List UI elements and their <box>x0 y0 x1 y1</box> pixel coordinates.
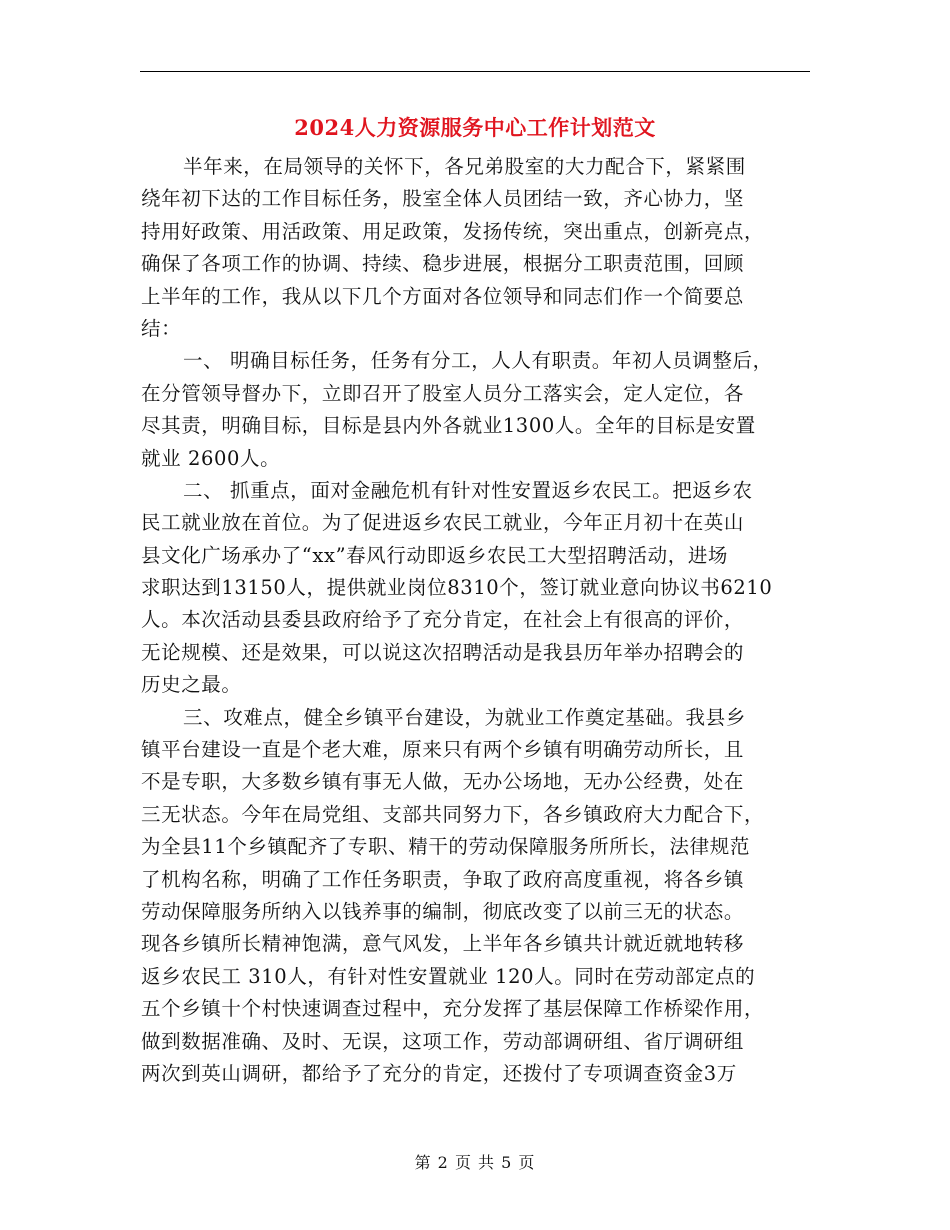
body-text-line: 民工就业放在首位。为了促进返乡农民工就业，今年正月初十在英山 <box>141 511 745 535</box>
body-text-line: 无论规模、还是效果，可以说这次招聘活动是我县历年举办招聘会的 <box>141 640 745 664</box>
body-text-line: 历史之最。 <box>141 673 242 697</box>
body-text-line: 结： <box>141 316 182 340</box>
body-text-line: 县文化广场承办了“xx”春风行动即返乡农民工大型招聘活动，进场 <box>141 543 729 567</box>
body-text-line: 求职达到13150人，提供就业岗位8310个，签订就业意向协议书6210 <box>141 576 773 600</box>
body-text-line: 绕年初下达的工作目标任务，股室全体人员团结一致，齐心协力，坚 <box>141 187 745 211</box>
document-body <box>141 151 821 1090</box>
header-rule <box>140 71 810 72</box>
body-text-line: 三无状态。今年在局党组、支部共同努力下，各乡镇政府大力配合下， <box>141 802 765 826</box>
body-text-line: 二、 抓重点，面对金融危机有针对性安置返乡农民工。把返乡农 <box>183 478 753 502</box>
body-text-line: 劳动保障服务所纳入以钱养事的编制，彻底改变了以前三无的状态。 <box>141 899 745 923</box>
body-text-line: 为全县11个乡镇配齐了专职、精干的劳动保障服务所所长，法律规范 <box>141 835 750 859</box>
body-text-line: 半年来，在局领导的关怀下，各兄弟股室的大力配合下，紧紧围 <box>183 155 746 178</box>
page-number-footer: 第 2 页 共 5 页 <box>414 1153 536 1172</box>
body-text-line: 两次到英山调研，都给予了充分的肯定，还拨付了专项调查资金3万 <box>141 1061 737 1085</box>
body-text-line: 人。本次活动县委县政府给予了充分肯定，在社会上有很高的评价， <box>141 608 745 632</box>
document-title: 2024人力资源服务中心工作计划范文 <box>294 115 656 140</box>
body-text-line: 一、 明确目标任务，任务有分工，人人有职责。年初人员调整后， <box>183 349 773 373</box>
body-text-line: 持用好政策、用活政策、用足政策，发扬传统，突出重点，创新亮点， <box>141 219 765 243</box>
body-text-line: 三、攻难点，健全乡镇平台建设，为就业工作奠定基础。我县乡 <box>183 705 746 729</box>
body-text-line: 确保了各项工作的协调、持续、稳步进展，根据分工职责范围，回顾 <box>141 252 745 276</box>
body-text-line: 在分管领导督办下，立即召开了股室人员分工落实会，定人定位，各 <box>141 381 745 405</box>
body-text-line: 镇平台建设一直是个老大难，原来只有两个乡镇有明确劳动所长，且 <box>141 738 745 762</box>
body-text-line: 了机构名称，明确了工作任务职责，争取了政府高度重视，将各乡镇 <box>141 867 745 891</box>
body-text-line: 不是专职，大多数乡镇有事无人做，无办公场地，无办公经费，处在 <box>141 770 745 794</box>
body-text-line: 五个乡镇十个村快速调查过程中，充分发挥了基层保障工作桥梁作用， <box>141 997 765 1021</box>
body-text-line: 就业 2600人。 <box>141 446 281 470</box>
body-text-line: 尽其责，明确目标，目标是县内外各就业1300人。全年的目标是安置 <box>141 414 756 438</box>
body-text-line: 返乡农民工 310人，有针对性安置就业 120人。同时在劳动部定点的 <box>141 964 756 988</box>
body-text-line: 做到数据准确、及时、无误，这项工作，劳动部调研组、省厅调研组 <box>141 1029 745 1053</box>
body-text-line: 现各乡镇所长精神饱满，意气风发，上半年各乡镇共计就近就地转移 <box>141 932 745 956</box>
body-text-line: 上半年的工作，我从以下几个方面对各位领导和同志们作一个简要总 <box>141 284 745 308</box>
